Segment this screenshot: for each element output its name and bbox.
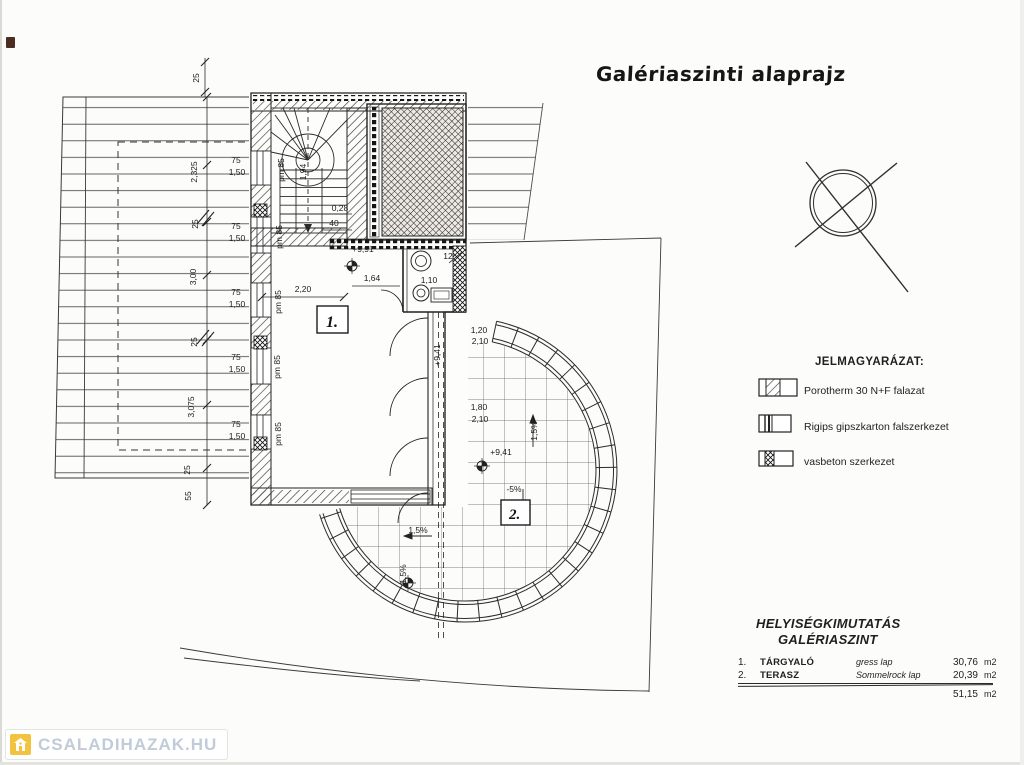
svg-text:25: 25 bbox=[190, 219, 200, 229]
legend bbox=[758, 356, 998, 484]
row-number: 2. bbox=[738, 670, 747, 681]
watermark-badge bbox=[5, 729, 228, 760]
legend-item-rigips bbox=[758, 414, 998, 439]
legend-item-porotherm bbox=[758, 378, 998, 403]
schedule-subtitle: GALÉRIASZINT bbox=[778, 632, 878, 647]
schedule-row bbox=[738, 657, 997, 668]
house-icon bbox=[10, 734, 31, 755]
svg-text:1,5%: 1,5% bbox=[408, 525, 428, 535]
svg-text:1,94: 1,94 bbox=[298, 163, 308, 181]
total-unit: m2 bbox=[984, 689, 997, 699]
roof-hatch-area bbox=[367, 104, 466, 240]
svg-text:pm 85: pm 85 bbox=[276, 158, 286, 182]
svg-text:1,10: 1,10 bbox=[420, 275, 438, 285]
schedule-total-row bbox=[738, 689, 997, 700]
svg-text:1,50: 1,50 bbox=[228, 167, 246, 177]
room-area: 20,39 bbox=[952, 670, 978, 681]
wall-bottom bbox=[251, 488, 432, 505]
svg-text:25: 25 bbox=[189, 337, 199, 347]
legend-item-label: Rigips gipszkarton falszerkezet bbox=[804, 420, 949, 433]
floor-finish: Sommelrock lap bbox=[856, 670, 921, 680]
svg-text:pm 85: pm 85 bbox=[274, 225, 284, 249]
svg-text:75: 75 bbox=[231, 221, 241, 231]
svg-text:0,28: 0,28 bbox=[331, 203, 349, 213]
legend-item-label: vasbeton szerkezet bbox=[804, 455, 895, 468]
svg-text:1,50: 1,50 bbox=[228, 233, 246, 243]
watermark-text: CSALADIHAZAK.HU bbox=[38, 734, 218, 754]
svg-text:pm 85: pm 85 bbox=[273, 290, 283, 314]
svg-text:75: 75 bbox=[231, 419, 241, 429]
legend-title: JELMAGYARÁZAT: bbox=[815, 356, 925, 368]
floor-finish: gress lap bbox=[856, 657, 893, 667]
svg-text:40: 40 bbox=[329, 218, 339, 228]
svg-text:pm 85: pm 85 bbox=[273, 422, 283, 446]
svg-text:2,10: 2,10 bbox=[471, 414, 489, 424]
room-area: 30,76 bbox=[952, 657, 978, 668]
svg-text:1,5%: 1,5% bbox=[398, 564, 408, 584]
legend-item-vasbeton bbox=[758, 450, 998, 473]
svg-text:3,075: 3,075 bbox=[186, 396, 196, 418]
wall-left bbox=[251, 93, 271, 505]
room-name: TÁRGYALÓ bbox=[760, 657, 815, 668]
svg-text:-5%: -5% bbox=[506, 484, 522, 494]
svg-text:75: 75 bbox=[231, 352, 241, 362]
deck-area bbox=[55, 97, 253, 478]
room-label-1: 1. bbox=[326, 314, 338, 331]
svg-text:+9,41: +9,41 bbox=[490, 447, 512, 457]
svg-text:75: 75 bbox=[231, 287, 241, 297]
svg-text:12: 12 bbox=[443, 251, 453, 261]
svg-text:55: 55 bbox=[183, 491, 193, 501]
rigips-double-line-symbol bbox=[758, 414, 804, 439]
page-title: Galériaszinti alaprajz bbox=[595, 62, 847, 86]
schedule-row bbox=[738, 670, 997, 681]
vasbeton-wall bbox=[453, 246, 466, 312]
svg-text:pm 85: pm 85 bbox=[272, 355, 282, 379]
svg-text:25: 25 bbox=[182, 465, 192, 475]
svg-text:2,10: 2,10 bbox=[471, 336, 489, 346]
svg-text:+9,41: +9,41 bbox=[432, 344, 442, 366]
room-schedule bbox=[738, 616, 997, 700]
svg-text:2,20: 2,20 bbox=[294, 284, 312, 294]
vasbeton-crosshatch-symbol bbox=[758, 450, 804, 473]
roof-plane-right bbox=[467, 103, 543, 240]
svg-text:75: 75 bbox=[231, 155, 241, 165]
svg-text:25: 25 bbox=[191, 73, 201, 83]
row-number: 1. bbox=[738, 657, 747, 668]
area-unit: m2 bbox=[984, 657, 997, 667]
svg-text:1,20: 1,20 bbox=[470, 325, 488, 335]
area-unit: m2 bbox=[984, 670, 997, 680]
north-symbol-icon bbox=[795, 162, 908, 292]
svg-text:1,50: 1,50 bbox=[228, 431, 246, 441]
legend-item-label: Porotherm 30 N+F falazat bbox=[804, 384, 925, 397]
wall-stair-right bbox=[347, 108, 367, 240]
svg-text:+9,91: +9,91 bbox=[352, 244, 374, 254]
room-label-2: 2. bbox=[509, 507, 521, 523]
porotherm-hatch-symbol bbox=[758, 378, 804, 403]
svg-text:1,80: 1,80 bbox=[470, 402, 488, 412]
svg-text:2,325: 2,325 bbox=[189, 161, 199, 183]
svg-text:1,64: 1,64 bbox=[363, 273, 381, 283]
total-area: 51,15 bbox=[952, 689, 978, 700]
schedule-title: HELYISÉGKIMUTATÁS bbox=[756, 616, 901, 631]
svg-text:3,00: 3,00 bbox=[188, 268, 198, 286]
svg-text:1,50: 1,50 bbox=[228, 299, 246, 309]
svg-text:1,5%: 1,5% bbox=[529, 421, 539, 441]
svg-text:1,50: 1,50 bbox=[228, 364, 246, 374]
room-name: TERASZ bbox=[760, 670, 800, 681]
